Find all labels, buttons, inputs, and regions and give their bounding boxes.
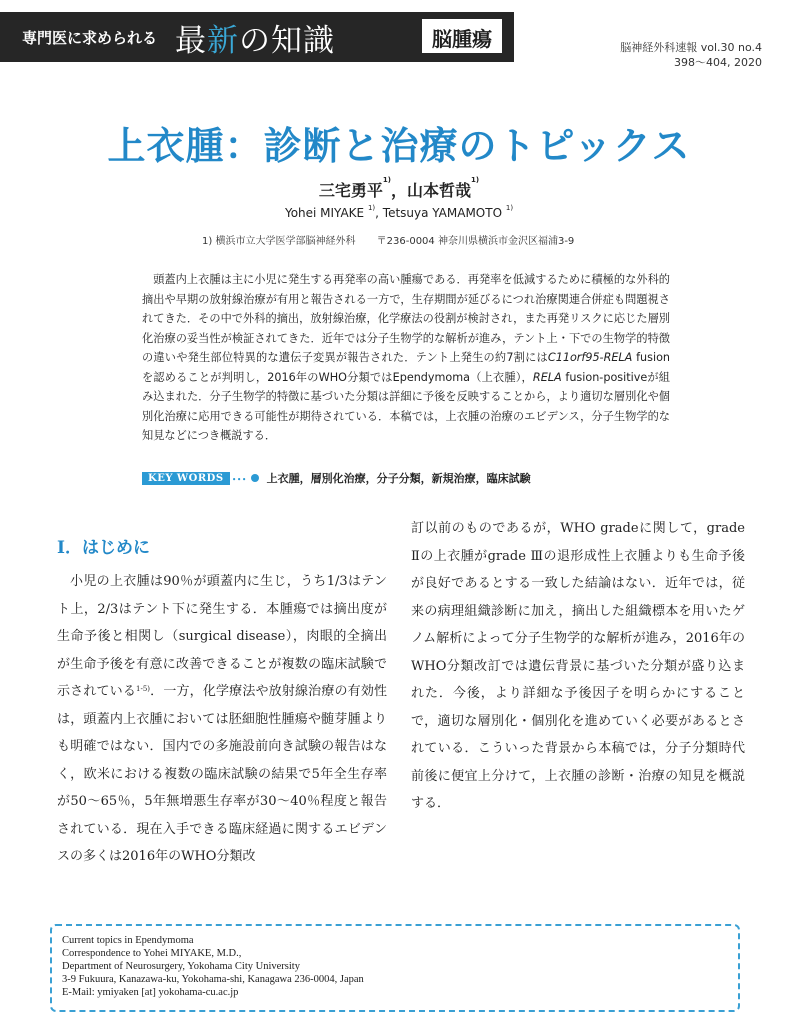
author-1-en-affil: 1) [367, 204, 376, 212]
citation-ref: 1-5) [136, 685, 151, 693]
author-1-ja-affil: 1) [382, 176, 391, 184]
abstract [142, 270, 670, 446]
topic-badge: 脳腫瘍 [422, 19, 502, 53]
article-title: 上衣腫：診断と治療のトピックス [107, 123, 691, 168]
authors-english [0, 206, 798, 220]
author-separator-ja: ， [390, 181, 407, 200]
body-right-column [411, 515, 745, 818]
abstract-part-1: 頭蓋内上衣腫は主に小児に発生する再発率の高い腫瘍である．再発率を低減するために積極的な外科的摘出や早期の放射線治療が有用と報告される一方で，生存期間が延びるにつれ治療関連合併症も問題視されてきた．その中で外科的摘出，放射線治療，化学療法の役割が検討され，また再発リスクに応じた層別化治療の妥当性が検証されてきた．近年では分子生物学的な解析が進み，テント上・下での生物学的特徴の違いや発生部位特異的な遺伝子変異が報告された．テント上発生の約7割には [142, 273, 670, 364]
abstract-part-2: fusionを認めることが判明し，2016年のWHO分類ではEpendymoma（上衣腫）， [142, 351, 671, 384]
author-1-en: Yohei MIYAKE [284, 206, 365, 220]
authors-japanese [0, 178, 798, 201]
series-title-accent: 新 [207, 22, 240, 59]
footer-line-correspondence: Correspondence to Yohei MIYAKE, M.D., [62, 948, 242, 959]
journal-pages-year: 398～404, 2020 [674, 56, 762, 69]
abstract-gene-fusion: C11orf95-RELA [547, 351, 633, 364]
section-heading: Ⅰ．はじめに [57, 538, 150, 558]
affiliation-address: 〒236-0004 神奈川県横浜市金沢区福浦3-9 [376, 236, 575, 247]
series-title [175, 15, 335, 60]
body-left-text-1: 小児の上衣腫は90％が頭蓋内に生じ，うち1/3はテント上，2/3はテント下に発生する．本腫瘍では摘出度が生命予後と相関し（surgical disease），肉眼的全摘出が生命予後を有意に改善できることが複数の臨床試験で示されている [57, 574, 387, 699]
footer-line-email: E-Mail: ymiyaken [at] yokohama-cu.ac.jp [62, 987, 239, 998]
author-2-ja: 山本哲哉 [407, 181, 472, 200]
abstract-gene-rela: RELA [532, 370, 562, 384]
author-2-ja-affil: 1) [471, 176, 480, 184]
journal-info [620, 40, 762, 70]
affiliation-name: 横浜市立大学医学部脳神経外科 [215, 236, 356, 247]
series-label: 専門医に求められる [22, 28, 158, 47]
series-title-post: の知識 [239, 22, 336, 59]
footer-line-address: 3-9 Fukuura, Kanazawa-ku, Yokohama-shi, Kanagawa 236-0004, Japan [62, 974, 364, 985]
footer-line-title: Current topics in Ependymoma [62, 935, 194, 946]
series-title-pre: 最 [175, 22, 208, 59]
series-header-bar [0, 12, 514, 62]
keywords-tag: KEY WORDS [142, 472, 230, 485]
keywords-list: 上衣腫，層別化治療，分子分類，新規治療，臨床試験 [266, 472, 531, 485]
keywords-row [142, 470, 531, 486]
body-left-column [57, 568, 387, 871]
body-right-text: 訂以前のものであるが，WHO gradeに関して，grade Ⅱの上衣腫がgrade Ⅲの退形成性上衣腫よりも生命予後が良好であるとする一致した結論はない．近年では，従来の病理組織診断に加え，摘出した組織標本を用いたゲノム解析によって分子生物学的な解析が進み，2016年のWHO分類改訂では遺伝背景に基づいた分類が盛り込まれた．今後，より詳細な予後因子を明らかにすることで，適切な層別化・個別化を進めていく必要があるとされている．こういった背景から本稿では，分子分類時代前後に便宜上分けて，上衣腫の診断・治療の知見を概説する． [411, 521, 745, 811]
correspondence-box [50, 924, 740, 1012]
footer-line-department: Department of Neurosurgery, Yokohama City University [62, 961, 300, 972]
author-2-en: Tetsuya YAMAMOTO [382, 206, 503, 220]
body-left-text-2: ．一方，化学療法や放射線治療の有効性は，頭蓋内上衣腫においては胚細胞性腫瘍や髄芽腫よりも明確ではない．国内での多施設前向き試験の報告はなく，欧米における複数の臨床試験の結果で5年全生存率が50～65％，5年無増悪生存率が30～40％程度と報告されている．現在入手できる臨床経過に関するエビデンスの多くは2016年のWHO分類改 [57, 684, 387, 864]
author-1-ja: 三宅勇平 [318, 181, 383, 200]
keywords-connector: ･･･ [231, 474, 247, 486]
affiliation-marker: 1) [202, 236, 213, 247]
author-separator-en: , [375, 206, 383, 220]
author-2-en-affil: 1) [505, 204, 514, 212]
journal-name-volume: 脳神経外科速報 vol.30 no.4 [620, 41, 762, 54]
affiliation [202, 232, 574, 247]
abstract-part-3: fusion-positiveが組み込まれた．分子生物学的特徴に基づいた分類は詳細に予後を反映することから，より適切な層別化や個別化治療に応用できる可能性が期待されている．本稿では，上衣腫の治療のエビデンス，分子生物学的な知見などにつき概説する． [142, 370, 670, 442]
keywords-bullet-icon [251, 474, 259, 482]
